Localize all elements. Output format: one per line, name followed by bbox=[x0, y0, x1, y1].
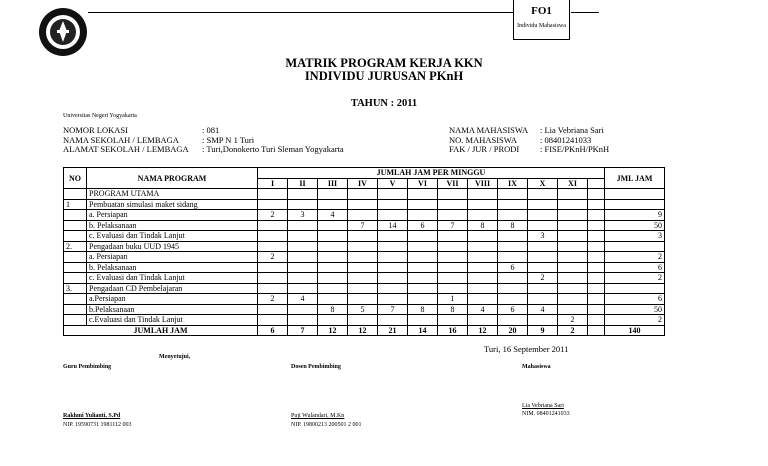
hour-cell bbox=[378, 231, 408, 242]
hour-cell bbox=[468, 231, 498, 242]
hour-cell bbox=[528, 262, 558, 273]
form-code-box bbox=[513, 0, 570, 40]
hour-cell: 4 bbox=[528, 304, 558, 315]
row-no bbox=[64, 262, 87, 273]
total-hour-cell: 9 bbox=[528, 325, 558, 336]
row-program-name: Pengadaan CD Pembelajaran bbox=[87, 283, 258, 294]
row-total: 3 bbox=[605, 231, 665, 242]
hour-cell bbox=[408, 273, 438, 284]
info-label: NO. MAHASISWA bbox=[449, 134, 518, 145]
row-total: 50 bbox=[605, 220, 665, 231]
info-value: : SMP N 1 Turi bbox=[202, 134, 255, 145]
row-total: 2 bbox=[605, 252, 665, 263]
hour-cell bbox=[318, 220, 348, 231]
hour-cell bbox=[288, 262, 318, 273]
hour-cell bbox=[588, 189, 605, 200]
hour-cell bbox=[558, 262, 588, 273]
hour-cell bbox=[588, 210, 605, 221]
table-row bbox=[64, 199, 665, 210]
row-total: 50 bbox=[605, 304, 665, 315]
hour-cell bbox=[588, 294, 605, 305]
hour-cell: 6 bbox=[498, 262, 528, 273]
total-hour-cell: 14 bbox=[408, 325, 438, 336]
hour-cell bbox=[558, 283, 588, 294]
table-row bbox=[64, 294, 665, 305]
hour-cell bbox=[498, 231, 528, 242]
hour-cell bbox=[558, 231, 588, 242]
hour-cell bbox=[498, 199, 528, 210]
info-value: : FISE/PKnH/PKnH bbox=[540, 144, 610, 154]
hour-cell bbox=[408, 199, 438, 210]
hour-cell bbox=[558, 252, 588, 263]
sig-name-student: Lia Vebriana Sari bbox=[522, 403, 564, 409]
total-label: JUMLAH JAM bbox=[64, 325, 258, 336]
hour-cell bbox=[408, 283, 438, 294]
hour-cell bbox=[528, 189, 558, 200]
hour-cell bbox=[288, 273, 318, 284]
total-hour-cell: 16 bbox=[438, 325, 468, 336]
hour-cell bbox=[258, 199, 288, 210]
title-line-2: INDIVIDU JURUSAN PKnH bbox=[304, 69, 464, 83]
row-program-name: c. Evaluasi dan Tindak Lanjut bbox=[87, 273, 258, 284]
hour-cell: 6 bbox=[408, 220, 438, 231]
week-header: III bbox=[318, 178, 348, 189]
hour-cell bbox=[438, 273, 468, 284]
row-total: 6 bbox=[605, 294, 665, 305]
hour-cell bbox=[318, 294, 348, 305]
hour-cell bbox=[318, 199, 348, 210]
table-row bbox=[64, 304, 665, 315]
row-no bbox=[64, 210, 87, 221]
row-program-name: a.Persiapan bbox=[87, 294, 258, 305]
info-value: : Lia Vebriana Sari bbox=[540, 125, 604, 135]
hour-cell bbox=[438, 315, 468, 326]
hour-cell bbox=[348, 210, 378, 221]
hour-cell bbox=[258, 304, 288, 315]
hour-cell bbox=[528, 283, 558, 294]
hour-cell: 4 bbox=[468, 304, 498, 315]
year-line: TAHUN : 2011 bbox=[350, 98, 418, 109]
total-hour-cell-blank bbox=[588, 325, 605, 336]
hour-cell bbox=[288, 315, 318, 326]
hour-cell: 2 bbox=[258, 294, 288, 305]
hour-cell bbox=[318, 283, 348, 294]
row-total bbox=[605, 189, 665, 200]
total-hour-cell: 12 bbox=[348, 325, 378, 336]
row-no bbox=[64, 220, 87, 231]
hour-cell bbox=[558, 294, 588, 305]
week-header: I bbox=[258, 178, 288, 189]
hour-cell bbox=[588, 283, 605, 294]
hour-cell bbox=[558, 220, 588, 231]
hour-cell bbox=[468, 294, 498, 305]
hour-cell bbox=[528, 210, 558, 221]
total-hour-cell: 6 bbox=[258, 325, 288, 336]
hour-cell bbox=[408, 315, 438, 326]
row-no: 1 bbox=[64, 199, 87, 210]
row-program-name: c.Evaluasi dan Tindak Lanjut bbox=[87, 315, 258, 326]
hour-cell bbox=[438, 199, 468, 210]
row-total: 2 bbox=[605, 273, 665, 284]
hour-cell bbox=[588, 231, 605, 242]
hour-cell bbox=[528, 220, 558, 231]
hour-cell: 7 bbox=[378, 304, 408, 315]
hour-cell bbox=[468, 315, 498, 326]
row-total: 6 bbox=[605, 262, 665, 273]
hour-cell bbox=[318, 231, 348, 242]
hour-cell bbox=[348, 241, 378, 252]
hour-cell bbox=[438, 189, 468, 200]
hour-cell bbox=[558, 273, 588, 284]
row-no: 2. bbox=[64, 241, 87, 252]
hour-cell bbox=[408, 189, 438, 200]
hour-cell: 2 bbox=[258, 210, 288, 221]
hour-cell bbox=[558, 199, 588, 210]
hour-cell bbox=[378, 241, 408, 252]
hour-cell bbox=[468, 210, 498, 221]
hour-cell bbox=[288, 189, 318, 200]
hour-cell bbox=[468, 241, 498, 252]
hour-cell bbox=[498, 210, 528, 221]
row-no bbox=[64, 189, 87, 200]
hour-cell bbox=[498, 252, 528, 263]
hour-cell bbox=[348, 294, 378, 305]
sig-id-student: NIM. 08401241033 bbox=[522, 411, 570, 417]
hour-cell bbox=[438, 252, 468, 263]
hour-cell bbox=[258, 231, 288, 242]
hour-cell bbox=[318, 262, 348, 273]
grand-total: 140 bbox=[605, 325, 665, 336]
hour-cell bbox=[498, 294, 528, 305]
hour-cell bbox=[258, 262, 288, 273]
hour-cell bbox=[468, 199, 498, 210]
hour-cell bbox=[288, 199, 318, 210]
hour-cell bbox=[378, 189, 408, 200]
row-no bbox=[64, 252, 87, 263]
hour-cell bbox=[438, 283, 468, 294]
hour-cell: 6 bbox=[498, 304, 528, 315]
hour-cell bbox=[348, 315, 378, 326]
hour-cell bbox=[378, 210, 408, 221]
hour-cell bbox=[498, 241, 528, 252]
hour-cell: 2 bbox=[558, 315, 588, 326]
hour-cell bbox=[408, 210, 438, 221]
hour-cell bbox=[588, 304, 605, 315]
row-total bbox=[605, 199, 665, 210]
hour-cell bbox=[588, 273, 605, 284]
row-no bbox=[64, 294, 87, 305]
hour-cell bbox=[258, 241, 288, 252]
hour-cell bbox=[408, 294, 438, 305]
hour-cell bbox=[348, 189, 378, 200]
week-header: XI bbox=[558, 178, 588, 189]
week-header: IX bbox=[498, 178, 528, 189]
hour-cell: 2 bbox=[258, 252, 288, 263]
hour-cell bbox=[438, 231, 468, 242]
hour-cell bbox=[558, 241, 588, 252]
hour-cell bbox=[378, 262, 408, 273]
total-hour-cell: 21 bbox=[378, 325, 408, 336]
sig-name-teacher: Rakhmi Yulianti, S.Pd bbox=[63, 413, 121, 419]
hour-cell bbox=[408, 231, 438, 242]
form-code: FO1 bbox=[531, 5, 552, 17]
hour-cell bbox=[588, 220, 605, 231]
hour-cell bbox=[258, 220, 288, 231]
hour-cell: 5 bbox=[348, 304, 378, 315]
week-header: VII bbox=[438, 178, 468, 189]
row-program-name: PROGRAM UTAMA bbox=[87, 189, 258, 200]
approval-label: Menyetujui, bbox=[159, 354, 191, 360]
hour-cell bbox=[288, 220, 318, 231]
table-row bbox=[64, 315, 665, 326]
hour-cell: 1 bbox=[438, 294, 468, 305]
row-program-name: Pengadaan buku UUD 1945 bbox=[87, 241, 258, 252]
row-no bbox=[64, 304, 87, 315]
hour-cell bbox=[468, 252, 498, 263]
sig-label-teacher: Guru Pembimbing bbox=[63, 364, 112, 370]
hour-cell: 2 bbox=[528, 273, 558, 284]
hour-cell bbox=[258, 283, 288, 294]
total-hour-cell: 12 bbox=[318, 325, 348, 336]
hour-cell bbox=[378, 294, 408, 305]
sig-label-student: Mahasiswa bbox=[522, 364, 551, 370]
hour-cell bbox=[528, 315, 558, 326]
hour-cell bbox=[258, 273, 288, 284]
table-row bbox=[64, 273, 665, 284]
hour-cell: 7 bbox=[348, 220, 378, 231]
row-program-name: b. Pelaksanaan bbox=[87, 262, 258, 273]
info-label: ALAMAT SEKOLAH / LEMBAGA bbox=[63, 144, 189, 154]
total-row bbox=[64, 325, 665, 336]
hour-cell bbox=[558, 210, 588, 221]
total-hour-cell: 2 bbox=[558, 325, 588, 336]
hour-cell bbox=[528, 252, 558, 263]
sig-id-lecturer: NIP. 19800213 200501 2 001 bbox=[291, 422, 362, 428]
row-program-name: Pembuatan simulasi maket sidang bbox=[87, 199, 258, 210]
hour-cell: 3 bbox=[288, 210, 318, 221]
hour-cell bbox=[348, 262, 378, 273]
hour-cell: 3 bbox=[528, 231, 558, 242]
info-value: : Turi,Donokerto Turi Sleman Yogyakarta bbox=[202, 144, 344, 154]
sig-id-teacher: NIP. 19590731 1981112 003 bbox=[63, 422, 132, 428]
hour-cell bbox=[318, 252, 348, 263]
university-name: Universitas Negeri Yogyakarta bbox=[63, 113, 137, 119]
header-rule-right bbox=[571, 12, 599, 13]
hour-cell bbox=[528, 241, 558, 252]
hour-cell bbox=[498, 315, 528, 326]
hour-cell bbox=[348, 231, 378, 242]
hour-cell bbox=[378, 315, 408, 326]
hour-cell: 7 bbox=[438, 220, 468, 231]
info-right bbox=[449, 126, 659, 155]
hour-cell bbox=[318, 189, 348, 200]
hour-cell bbox=[528, 199, 558, 210]
hour-cell bbox=[378, 273, 408, 284]
hour-cell bbox=[558, 189, 588, 200]
hour-cell bbox=[498, 283, 528, 294]
header-rule-left bbox=[88, 12, 513, 13]
hour-cell bbox=[288, 241, 318, 252]
row-program-name: b.Pelaksanaan bbox=[87, 304, 258, 315]
hour-cell bbox=[588, 241, 605, 252]
hour-cell bbox=[288, 231, 318, 242]
hour-cell bbox=[468, 262, 498, 273]
hour-cell bbox=[348, 273, 378, 284]
info-value: : 081 bbox=[202, 125, 220, 135]
hour-cell: 8 bbox=[318, 304, 348, 315]
table-row bbox=[64, 220, 665, 231]
table-row bbox=[64, 231, 665, 242]
table-row bbox=[64, 262, 665, 273]
table-row bbox=[64, 210, 665, 221]
week-header: II bbox=[288, 178, 318, 189]
row-total bbox=[605, 283, 665, 294]
table-row bbox=[64, 189, 665, 200]
university-logo bbox=[37, 6, 89, 58]
info-label: NAMA SEKOLAH / LEMBAGA bbox=[63, 134, 179, 145]
hour-cell bbox=[288, 252, 318, 263]
row-program-name: a. Persiapan bbox=[87, 252, 258, 263]
place-date: Turi, 16 September 2011 bbox=[484, 344, 569, 354]
hour-cell: 4 bbox=[288, 294, 318, 305]
hour-cell bbox=[438, 262, 468, 273]
hour-cell bbox=[498, 273, 528, 284]
hour-cell bbox=[558, 304, 588, 315]
row-program-name: c. Evaluasi dan Tindak Lanjut bbox=[87, 231, 258, 242]
hour-cell bbox=[348, 283, 378, 294]
sig-label-lecturer: Dosen Pembimbing bbox=[291, 364, 341, 370]
hour-cell: 8 bbox=[498, 220, 528, 231]
hour-cell bbox=[408, 262, 438, 273]
hour-cell bbox=[528, 294, 558, 305]
hour-cell: 4 bbox=[318, 210, 348, 221]
program-matrix-table bbox=[63, 167, 665, 336]
sig-name-lecturer: Puji Wulandari, M.Kn bbox=[291, 413, 345, 419]
hour-cell bbox=[408, 241, 438, 252]
row-total: 9 bbox=[605, 210, 665, 221]
week-header: IV bbox=[348, 178, 378, 189]
hour-cell bbox=[348, 199, 378, 210]
hour-cell bbox=[468, 283, 498, 294]
hour-cell bbox=[378, 199, 408, 210]
hour-cell bbox=[588, 315, 605, 326]
hour-cell bbox=[498, 189, 528, 200]
table-row bbox=[64, 283, 665, 294]
hour-cell bbox=[588, 252, 605, 263]
week-header: VIII bbox=[468, 178, 498, 189]
row-no bbox=[64, 273, 87, 284]
hour-cell bbox=[318, 315, 348, 326]
hour-cell bbox=[348, 252, 378, 263]
hour-cell bbox=[378, 283, 408, 294]
total-hour-cell: 20 bbox=[498, 325, 528, 336]
hour-cell bbox=[288, 283, 318, 294]
row-no: 3. bbox=[64, 283, 87, 294]
row-total: 2 bbox=[605, 315, 665, 326]
table-row bbox=[64, 241, 665, 252]
table-header-row bbox=[64, 168, 665, 179]
week-header: V bbox=[378, 178, 408, 189]
total-hour-cell: 7 bbox=[288, 325, 318, 336]
col-header-program: NAMA PROGRAM bbox=[87, 168, 258, 189]
col-header-no: NO bbox=[64, 168, 87, 189]
hour-cell: 8 bbox=[438, 304, 468, 315]
hour-cell bbox=[468, 189, 498, 200]
hour-cell: 8 bbox=[408, 304, 438, 315]
total-hour-cell: 12 bbox=[468, 325, 498, 336]
week-header: VI bbox=[408, 178, 438, 189]
info-left bbox=[63, 126, 344, 155]
col-header-total: JML JAM bbox=[605, 168, 665, 189]
hour-cell bbox=[258, 189, 288, 200]
week-header-blank bbox=[588, 178, 605, 189]
hour-cell bbox=[258, 315, 288, 326]
hour-cell bbox=[378, 252, 408, 263]
row-total bbox=[605, 241, 665, 252]
hour-cell bbox=[318, 273, 348, 284]
col-header-hours: JUMLAH JAM PER MINGGU bbox=[258, 168, 605, 179]
hour-cell bbox=[468, 273, 498, 284]
hour-cell bbox=[588, 199, 605, 210]
week-header: X bbox=[528, 178, 558, 189]
hour-cell: 8 bbox=[468, 220, 498, 231]
info-label: FAK / JUR / PRODI bbox=[449, 144, 520, 154]
hour-cell bbox=[438, 241, 468, 252]
hour-cell bbox=[438, 210, 468, 221]
hour-cell bbox=[288, 304, 318, 315]
title-line-1: MATRIK PROGRAM KERJA KKN bbox=[285, 56, 483, 70]
hour-cell bbox=[318, 241, 348, 252]
hour-cell bbox=[408, 252, 438, 263]
table-row bbox=[64, 252, 665, 263]
info-value: : 08401241033 bbox=[540, 134, 592, 145]
row-no bbox=[64, 231, 87, 242]
info-label: NOMOR LOKASI bbox=[63, 125, 128, 135]
hour-cell bbox=[588, 262, 605, 273]
form-subtitle: Individu Mahasiswa bbox=[517, 23, 566, 29]
row-program-name: b. Pelaksanaan bbox=[87, 220, 258, 231]
row-no bbox=[64, 315, 87, 326]
row-program-name: a. Persiapan bbox=[87, 210, 258, 221]
info-label: NAMA MAHASISWA bbox=[449, 125, 529, 135]
hour-cell: 14 bbox=[378, 220, 408, 231]
